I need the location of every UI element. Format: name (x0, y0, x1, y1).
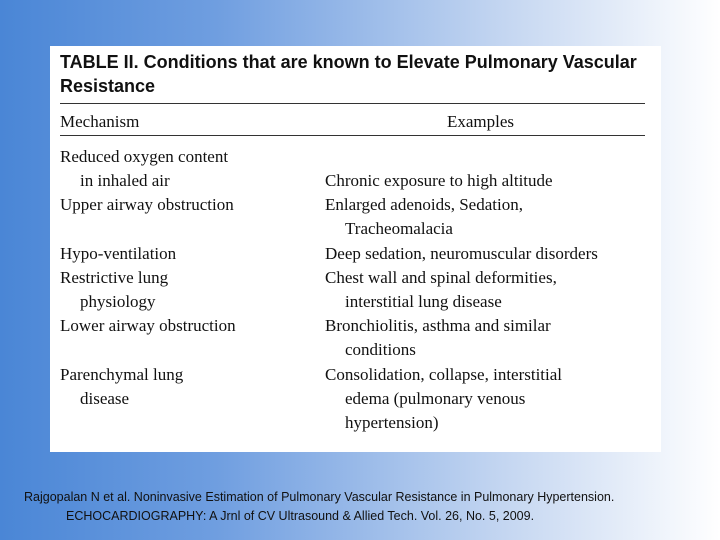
examples-cell (325, 193, 655, 241)
mechanism-line: Hypo-ventilation (60, 244, 177, 263)
examples-line: Consolidation, collapse, interstitial (325, 365, 563, 384)
examples-cell (325, 145, 655, 193)
mechanism-cell (60, 363, 315, 411)
column-header-examples: Examples (447, 112, 515, 131)
examples-line: Chest wall and spinal deformities, (325, 268, 557, 287)
examples-line: Tracheomalacia (345, 219, 453, 238)
examples-cell (325, 266, 655, 314)
mechanism-line: Reduced oxygen content (60, 147, 229, 166)
citation (24, 488, 714, 526)
examples-line: interstitial lung disease (345, 292, 502, 311)
table-title: TABLE II. Conditions that are known to Elevate Pulmonary Vascular Resistance (60, 52, 637, 96)
table-panel (50, 46, 661, 452)
examples-cell (325, 242, 655, 266)
header-rule (60, 135, 645, 136)
mechanism-cell (60, 193, 315, 217)
mechanism-cell (60, 145, 315, 193)
examples-line: Chronic exposure to high altitude (325, 171, 553, 190)
examples-line: conditions (345, 340, 416, 359)
mechanism-cell (60, 242, 315, 266)
examples-line: Bronchiolitis, asthma and similar (325, 316, 551, 335)
mechanism-line: Lower airway obstruction (60, 316, 236, 335)
mechanism-line: disease (80, 389, 130, 408)
examples-line: hypertension) (345, 413, 439, 432)
column-header-mechanism: Mechanism (60, 112, 140, 131)
mechanism-line: Restrictive lung (60, 268, 169, 287)
examples-cell (325, 363, 655, 435)
examples-line: Deep sedation, neuromuscular disorders (325, 244, 598, 263)
top-rule (60, 103, 645, 104)
mechanism-line: Upper airway obstruction (60, 195, 234, 214)
examples-line (325, 145, 655, 169)
examples-cell (325, 314, 655, 362)
examples-line: Enlarged adenoids, Sedation, (325, 195, 523, 214)
mechanism-line: physiology (80, 292, 156, 311)
mechanism-cell (60, 266, 315, 314)
citation-line-2: ECHOCARDIOGRAPHY: A Jrnl of CV Ultrasound & Allied Tech. Vol. 26, No. 5, 2009. (66, 509, 535, 523)
mechanism-line: Parenchymal lung (60, 365, 184, 384)
citation-line-1: Rajgopalan N et al. Noninvasive Estimation of Pulmonary Vascular Resistance in Pulmonary Hypertension. (24, 490, 615, 504)
mechanism-line: in inhaled air (80, 171, 170, 190)
mechanism-cell (60, 314, 315, 338)
examples-line: edema (pulmonary venous (345, 389, 526, 408)
